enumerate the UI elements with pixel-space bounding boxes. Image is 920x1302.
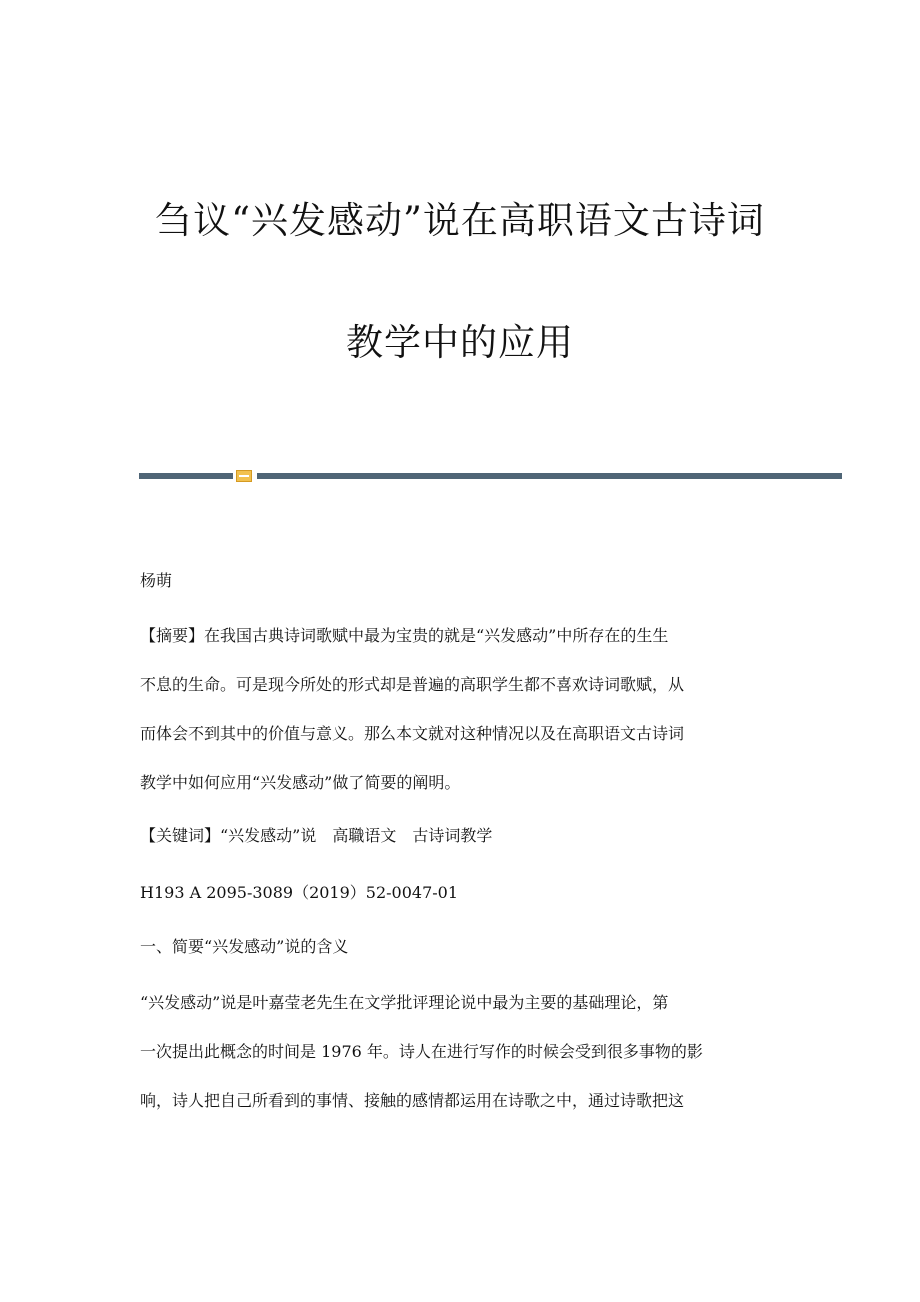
document-title-line-1: 刍议“兴发感动”说在高职语文古诗词 bbox=[155, 199, 765, 242]
divider-emblem-icon bbox=[236, 470, 252, 482]
keywords: 【关键词】“兴发感动”说 高職语文 古诗词教学 bbox=[140, 826, 493, 845]
author-name: 杨萌 bbox=[140, 571, 173, 590]
divider-bar-left bbox=[139, 473, 233, 479]
abstract-line-2: 不息的生命。可是现今所处的形式却是普遍的高职学生都不喜欢诗词歌赋，从 bbox=[140, 675, 685, 694]
abstract bbox=[140, 611, 790, 807]
abstract-line-3: 而体会不到其中的价值与意义。那么本文就对这种情况以及在高职语文古诗词 bbox=[140, 724, 685, 743]
classification-code: H193 A 2095-3089（2019）52-0047-01 bbox=[140, 883, 459, 902]
abstract-line-1: 【摘要】在我国古典诗词歌赋中最为宝贵的就是“兴发感动”中所存在的生生 bbox=[140, 626, 669, 645]
divider-bar-right bbox=[257, 473, 842, 479]
section-body bbox=[140, 978, 790, 1125]
body-line-3: 响，诗人把自己所看到的事情、接触的感情都运用在诗歌之中，通过诗歌把这 bbox=[140, 1091, 685, 1110]
abstract-line-4: 教学中如何应用“兴发感动”做了简要的阐明。 bbox=[140, 773, 461, 792]
document-title-line-2: 教学中的应用 bbox=[346, 321, 574, 364]
section-heading: 一、简要“兴发感动”说的含义 bbox=[140, 937, 349, 956]
body-line-1: “兴发感动”说是叶嘉莹老先生在文学批评理论说中最为主要的基础理论，第 bbox=[140, 993, 669, 1012]
body-line-2: 一次提出此概念的时间是 1976 年。诗人在进行写作的时候会受到很多事物的影 bbox=[140, 1042, 703, 1061]
